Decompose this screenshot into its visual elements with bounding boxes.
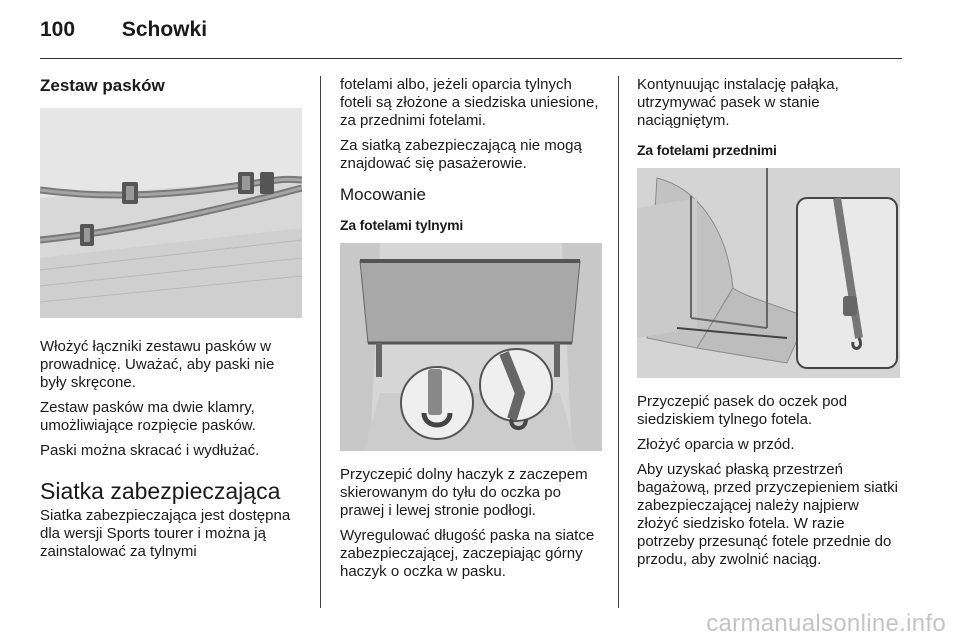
paragraph: Przyczepić pasek do oczek pod siedziskiem tylnego fotela.	[637, 393, 848, 428]
subsection-title-mounting: Mocowanie	[340, 185, 426, 204]
subheading-behind-front-seats: Za fotelami przednimi	[637, 142, 777, 158]
section-heading-strap-kit: Zestaw pasków	[40, 76, 165, 95]
watermark: carmanualsonline.info	[706, 610, 946, 637]
paragraph: Kontynuując instalację pałąka, utrzymywać pasek w stanie naciągniętym.	[637, 76, 839, 129]
rear-seat-net-figure	[340, 243, 602, 451]
paragraph: Za siatką zabezpieczającą nie mogą znajdować się pasażerowie.	[340, 137, 582, 172]
paragraph: Paski można skracać i wydłużać.	[40, 442, 260, 459]
front-seat-net-illustration-icon	[637, 168, 900, 378]
column-2	[340, 76, 602, 588]
page-title: Schowki	[121, 18, 208, 41]
paragraph: Zestaw pasków ma dwie klamry, umożliwiające rozpięcie pasków.	[40, 399, 256, 434]
rear-seat-net-illustration-icon	[340, 243, 602, 451]
section-title-safety-net: Siatka zabezpieczająca	[40, 478, 281, 504]
page-number: 100	[40, 18, 76, 41]
column-divider-1	[320, 76, 321, 608]
column-divider-2	[618, 76, 619, 608]
paragraph: Złożyć oparcia w przód.	[637, 436, 795, 453]
header-rule	[40, 58, 902, 59]
column-3	[637, 76, 900, 576]
strap-kit-figure	[40, 108, 302, 318]
paragraph: Przyczepić dolny haczyk z zaczepem skierowanym do tyłu do oczka po prawej i lewej stronie podłogi.	[340, 466, 588, 519]
paragraph: Włożyć łączniki zestawu pasków w prowadnicę. Uważać, aby paski nie były skręcone.	[40, 338, 275, 391]
cargo-strap-kit-illustration-icon	[40, 108, 302, 318]
page-header	[40, 18, 207, 42]
front-seat-net-figure	[637, 168, 900, 378]
paragraph: fotelami albo, jeżeli oparcia tylnych foteli są złożone a siedziska uniesione, za przednimi fotelami.	[340, 76, 599, 129]
column-1	[40, 76, 302, 568]
paragraph: Siatka zabezpieczająca jest dostępna dla wersji Sports tourer i można ją zainstalować za tylnymi	[40, 507, 291, 560]
subheading-behind-rear-seats: Za fotelami tylnymi	[340, 217, 464, 233]
paragraph: Aby uzyskać płaską przestrzeń bagażową, przed przyczepieniem siatki zabezpieczającej należy najpierw złożyć siedzisko fotela. W razie potrzeby przesunąć fotele przednie do przodu, aby zwolnić naciąg.	[637, 461, 898, 568]
paragraph: Wyregulować długość paska na siatce zabezpieczającej, zaczepiając górny haczyk o oczka w pasku.	[340, 527, 595, 580]
